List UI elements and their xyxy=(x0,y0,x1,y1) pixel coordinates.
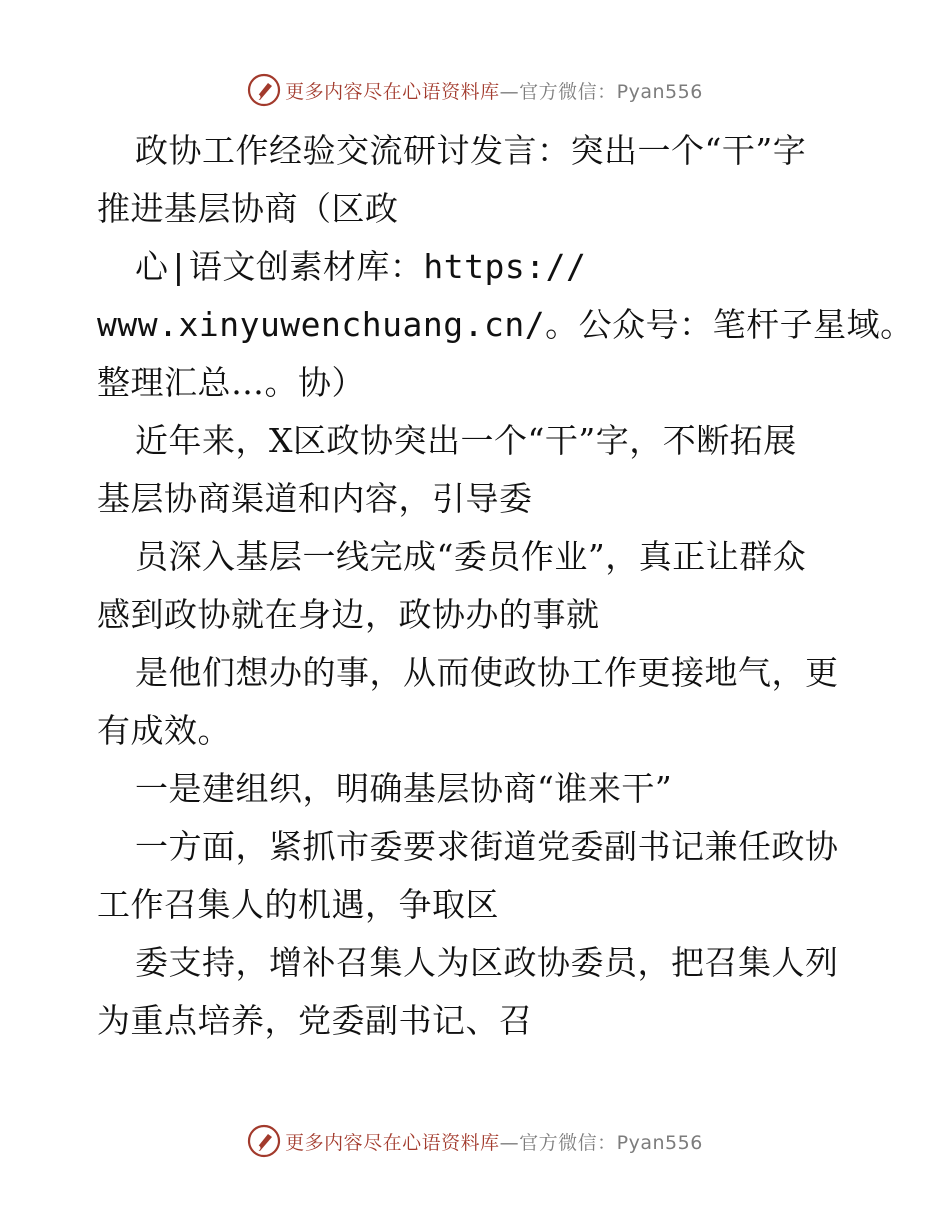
paragraph-line: 一方面，紧抓市委要求街道党委副书记兼任政协 xyxy=(135,827,839,866)
source-line-1: 心|语文创素材库：https:// xyxy=(135,247,587,286)
paragraph-line: 员深入基层一线完成“委员作业”，真正让群众 xyxy=(135,537,807,576)
paragraph-line: 为重点培养，党委副书记、召 xyxy=(97,1001,533,1040)
document-body xyxy=(97,122,914,1050)
paragraph-line: 基层协商渠道和内容，引导委 xyxy=(97,479,533,518)
footer-banner-wechat-text: —官方微信：Pyan556 xyxy=(499,1131,703,1154)
header-banner-wechat-text: —官方微信：Pyan556 xyxy=(499,80,703,103)
footer-banner xyxy=(0,1124,950,1158)
source-line-3: 整理汇总…。协） xyxy=(97,363,365,402)
paragraph-line: 近年来，X区政协突出一个“干”字，不断拓展 xyxy=(135,421,797,460)
title-line-1: 政协工作经验交流研讨发言：突出一个“干”字 xyxy=(135,131,807,170)
paragraph-line: 委支持，增补召集人为区政协委员，把召集人列 xyxy=(135,943,839,982)
section-heading: 一是建组织，明确基层协商“谁来干” xyxy=(135,769,673,808)
paragraph-line: 感到政协就在身边，政协办的事就 xyxy=(97,595,600,634)
paragraph-line: 工作召集人的机遇，争取区 xyxy=(97,885,499,924)
paragraph-line: 是他们想办的事，从而使政协工作更接地气，更 xyxy=(135,653,839,692)
header-banner-main-text: 更多内容尽在心语资料库 xyxy=(285,80,500,103)
title-line-2: 推进基层协商（区政 xyxy=(97,189,399,228)
paragraph-line: 有成效。 xyxy=(97,711,231,750)
source-line-2: www.xinyuwenchuang.cn/。公众号：笔杆子星域。 xyxy=(97,305,914,344)
pen-nib-logo-icon xyxy=(247,73,281,107)
header-banner xyxy=(0,73,950,107)
footer-banner-main-text: 更多内容尽在心语资料库 xyxy=(285,1131,500,1154)
pen-nib-logo-icon xyxy=(247,1124,281,1158)
